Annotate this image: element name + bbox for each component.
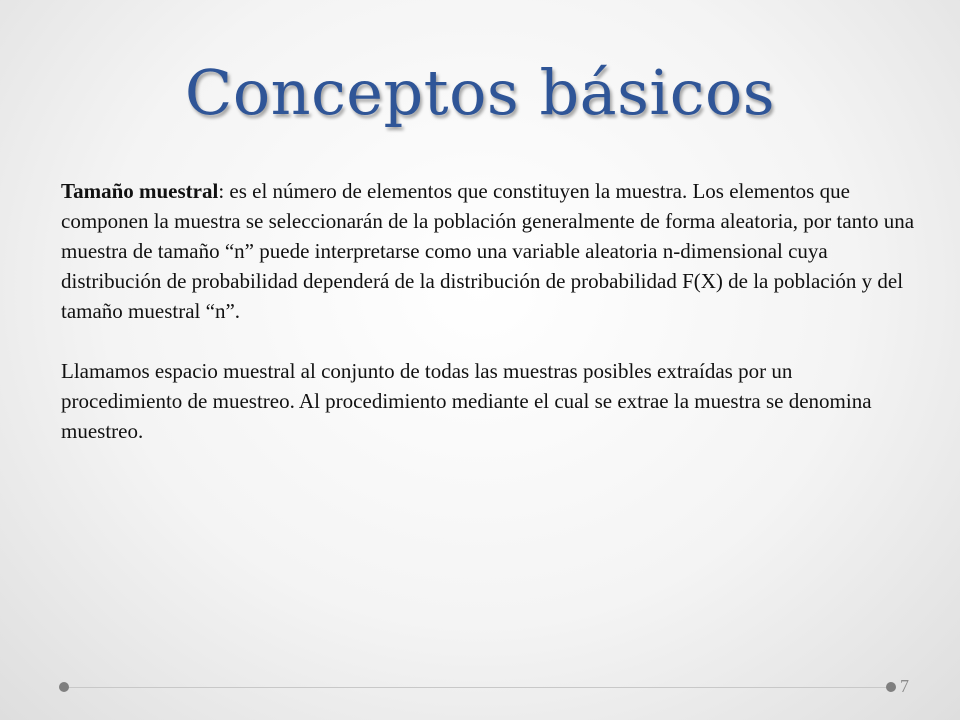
slide-title: Conceptos básicos: [184, 56, 776, 129]
slide-body: [61, 176, 916, 476]
paragraph-sample-size-text: : es el número de elementos que constituyen la muestra. Los elementos que componen la muestra se seleccionarán de la población generalmente de forma aleatoria, por tanto una muestra de tamaño “n” puede interpretarse como una variable aleatoria n-dimensional cuya distribución de probabilidad dependerá de la distribución de probabilidad F(X) de la población y del tamaño muestral “n”.: [61, 179, 915, 323]
term-sample-size: Tamaño muestral: [61, 179, 219, 203]
footer-dot-right: [886, 682, 896, 692]
page-number: 7: [900, 676, 909, 696]
footer-divider: [64, 687, 896, 688]
paragraph-sample-size: [61, 176, 916, 326]
footer-dot-left: [59, 682, 69, 692]
paragraph-sample-space: Llamamos espacio muestral al conjunto de todas las muestras posibles extraídas por un procedimiento de muestreo. Al procedimiento mediante el cual se extrae la muestra se denomina muestreo.: [61, 359, 872, 443]
